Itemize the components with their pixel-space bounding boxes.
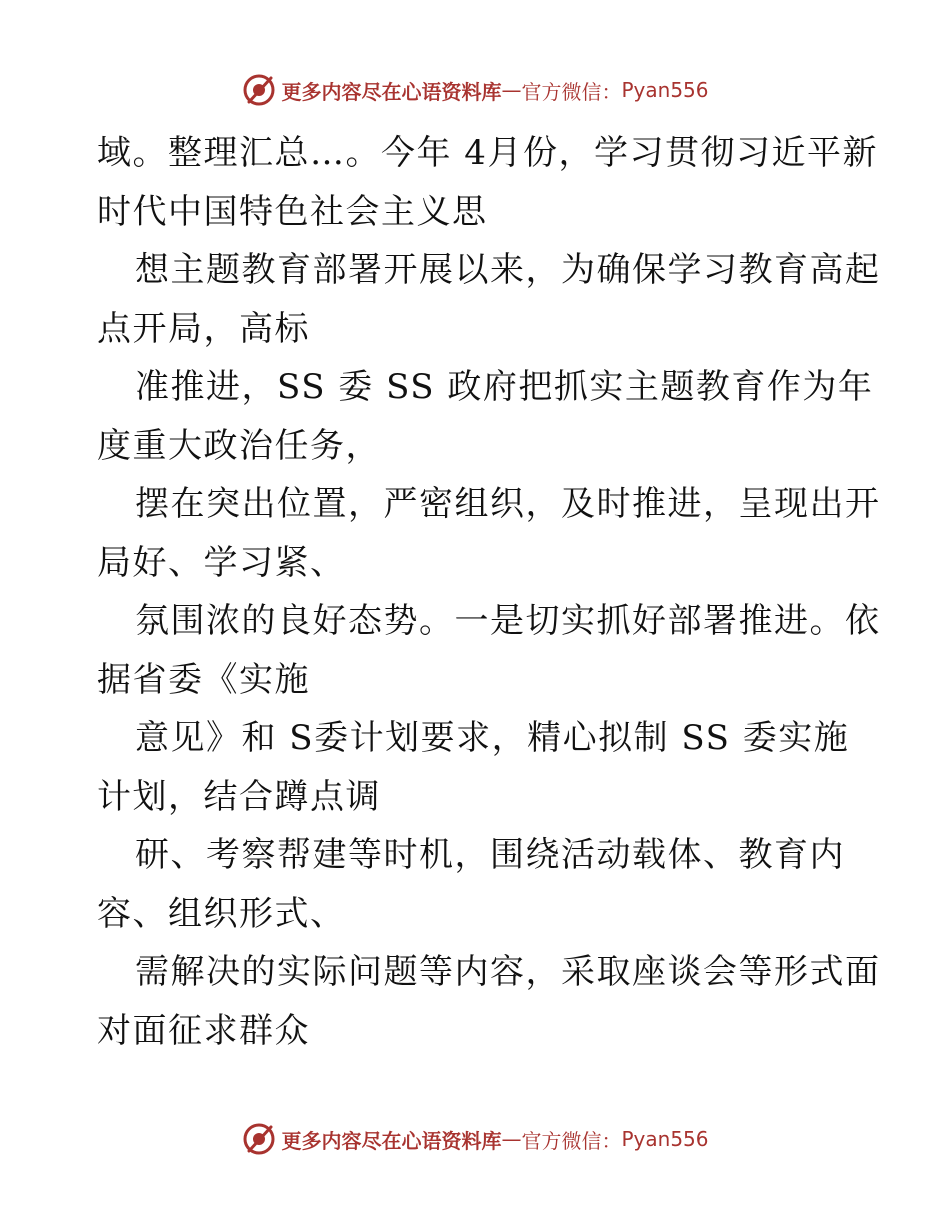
text-line: 度重大政治任务，: [97, 425, 381, 466]
text-line: 局好、学习紧、: [97, 542, 346, 583]
document-body: [97, 124, 881, 1060]
text-line: 对面征求群众: [97, 1010, 310, 1051]
text-line: 准推进，SS 委 SS 政府把抓实主题教育作为年: [135, 367, 874, 407]
logo-icon: [241, 72, 277, 108]
banner-wechat-id: Pyan556: [621, 78, 709, 102]
text-line: 计划，结合蹲点调: [97, 776, 381, 817]
banner-wechat-label: 官方微信：: [521, 1128, 622, 1153]
text-line: 时代中国特色社会主义思: [97, 191, 488, 232]
text-line: 摆在突出位置，严密组织，及时推进，呈现出开: [135, 484, 881, 524]
text-line: 研、考察帮建等时机，围绕活动载体、教育内: [135, 835, 845, 875]
text-line: 想主题教育部署开展以来，为确保学习教育高起: [135, 250, 881, 290]
text-line: 容、组织形式、: [97, 893, 346, 934]
text-line: 氛围浓的良好态势。一是切实抓好部署推进。依: [135, 601, 881, 641]
text-line: 域。整理汇总…。今年 4月份，学习贯彻习近平新: [97, 133, 878, 173]
banner-wechat-label: 官方微信：: [521, 79, 622, 104]
banner-title: 更多内容尽在心语资料库: [281, 1128, 502, 1153]
banner-dash: —: [501, 78, 522, 102]
banner-dash: —: [501, 1127, 522, 1151]
text-line: 需解决的实际问题等内容，采取座谈会等形式面: [135, 952, 881, 992]
text-line: 据省委《实施: [97, 659, 310, 700]
text-line: 点开局，高标: [97, 308, 310, 349]
banner-title: 更多内容尽在心语资料库: [281, 79, 502, 104]
footer-banner: [0, 1117, 950, 1161]
banner-wechat-id: Pyan556: [621, 1127, 709, 1151]
logo-icon: [241, 1121, 277, 1157]
text-line: 意见》和 S委计划要求，精心拟制 SS 委实施: [135, 718, 850, 758]
header-banner: [0, 68, 950, 112]
